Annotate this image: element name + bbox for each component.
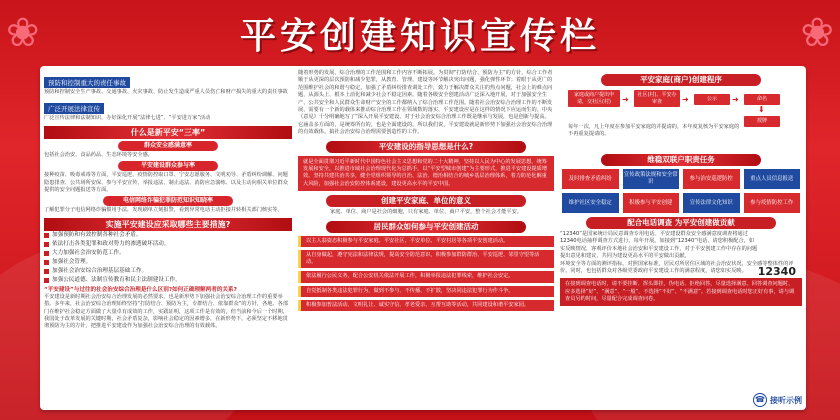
- survey-text-2: 环境安全等方面的测评指标，对照国家标准，居民对所居住区域的社会治安状况，安全感等整体性的评价。同时，也包括群众对各级党委政府平安建设工作的满意程度，请您如实反映。: [560, 260, 794, 275]
- section-three-rates: 什么是新平安“三率”: [44, 126, 292, 139]
- phone-example-label: 接听示例: [770, 395, 802, 405]
- participation-step: 依法履行公民义务，配合公安机关依法开展工作，积极举报违法犯罪线索，维护社会安定。: [298, 271, 554, 282]
- survey-tips-text: 在接到调查电话时，请不要挂断、挥头即挂，伪电话、拒绝回答，尽量选择满意。回答调查问题时，应多选择“好”、“满意”、“一般”，不选择“不好”、“不满意”。若接到调查电话时您正好有事，请与调查员另约时间，尽量配合完成调查问卷。: [565, 281, 795, 302]
- flow-step-review: 社区(村)、平安办审查: [634, 90, 680, 107]
- bullet-square-icon: [44, 260, 49, 265]
- bullet-square-icon: [44, 269, 49, 274]
- participation-step: 从自身做起，遵守宪法和法律法规，提高安全防范意识，积极参加群防群治、平安巡逻、邻里守望等活动。: [298, 250, 554, 268]
- tag-accident-prevention: 预防和控制重大的责任事故: [44, 77, 130, 88]
- duty-item: 宣传法律文化知识: [683, 193, 740, 213]
- list-item: 加强预防和有效控制各种社会矛盾。: [44, 231, 292, 240]
- list-item: 依法打击各类犯罪和政对势力的渗透破坏活动。: [44, 240, 292, 249]
- section-phone-survey: 配合电话调查 为平安创建做贡献: [586, 217, 776, 229]
- duty-item: 参与治安巡逻防控: [683, 169, 740, 189]
- column-right: [560, 70, 802, 306]
- phone-example: [753, 393, 802, 407]
- list-item: 加强社会治安综合治理基层基础工作。: [44, 267, 292, 276]
- law-promotion-text: 广泛宣传法律和法制知识，办好深化开展“法律七进”、“平安进万家”活动: [44, 115, 211, 122]
- flow-step-publicity: 公示: [694, 94, 730, 105]
- duty-item: 重点人员信息报送: [744, 169, 801, 189]
- tag-law-promotion: 广泛开展法律宣传: [44, 103, 104, 114]
- section-resident-participation: 居民群众如何参与平安创建活动: [326, 221, 526, 233]
- flower-decoration-left-icon: ❀: [6, 10, 40, 56]
- hotline-number: 12340: [757, 265, 796, 278]
- participation-rate-text: 接种疫苗、吸毒戒毒等方面，平安巡逻、疫情防控取口罩、宁安志愿服务、文明劝导、矛盾纠纷调解、问题隐患排查、公共场所安保、参与平安宣传、举报违法、制止违法、消防应急演练、以及主动向相关单位群众提供的安全问题报送等方面。: [44, 172, 288, 194]
- survey-tips: [560, 278, 802, 306]
- list-item: 加强公民道德、法制宣传教育和民主法制建设工作。: [44, 276, 292, 285]
- duty-item: 参与疫情防控工作: [744, 193, 801, 213]
- procedure-flowchart: [560, 88, 802, 150]
- survey-text: “12340”是国家统计局民意调查专用电话。平安建设群众安全感满意度调查将通过12340电话抽样调查方式进行，每年开展。如接到“12340”电话，请您积极配合，如实反映情况，客观评价本地社会治安和平安建设工作，对于平安创建工作中存在的问题提出意见和建议，共同为建设更高水平的平安做出贡献。: [560, 231, 758, 260]
- page-title: 平安创建知识宣传栏: [239, 16, 600, 57]
- procedure-note: 每年一次，凡上年度在参加平安家庭的并提请的，本年度复核为平安家庭的不再重复提请的。: [568, 124, 740, 138]
- pill-fraud-awareness-rate: 电信网络诈骗犯罪防范知识知晓率: [103, 196, 233, 206]
- section-guiding-thought: 平安建设的指导思想是什么?: [326, 141, 526, 153]
- flow-step-plaque: 授牌: [744, 116, 780, 127]
- bullet-square-icon: [44, 251, 49, 256]
- header: [0, 0, 840, 70]
- fraud-awareness-text: 了解犯罪分子电信网络诈骗惯用手法，发现刷单立刻报警，看到异常电话主动拒接并转相关部门核实等。: [44, 207, 283, 214]
- participation-step: 以主人翁姿态积极参与平安家庭、平安社区、平安单位、平安村居等各项平安创建活动。: [298, 236, 554, 247]
- measures-list: [44, 231, 292, 285]
- guiding-thought-text: 就是全面贯彻习近平新时代中国特色社会主义思想和党的二十大精神，坚持以人民为中心的发展思想，统筹发展和安全，以推进市域社会治理现代化为总抓手，以“平安型城市创建”为主要形式，推进平安建设提质增效。坚持共建共治共享，健全党组织领导的自治、法治、德治相结合的城乡基层治理体系，着力防范化解重大风险，加强社会治安防控体系建设，建设更高水平的平安中国。: [298, 156, 554, 192]
- participation-step: 积极参加普法活动、文明礼让、诚实守信、孝老爱亲、互帮互助等活动，共同建设和谐平安家园。: [298, 300, 554, 311]
- flower-decoration-right-icon: ❀: [800, 10, 834, 56]
- meaning-text: 家庭、单位、商户是社会的细胞，只有家庭、单位、商户平安，整个社会才能平安。: [330, 209, 522, 216]
- duty-item: 维护社区安全稳定: [562, 193, 619, 213]
- phone-icon: ☎: [753, 393, 767, 407]
- pill-satisfaction-rate: 群众安全感满意率: [118, 141, 218, 151]
- relation-answer-text: 平安建设是新时期社会治安综合治理发展的必然要求。也是新形势下加强社会治安综合治理工作的重要举措。多年来，社会治安综合治理始终坚持“打防结合、预防为主，专群结合、依靠群众”的方针，各地、各部门在维护社会稳定方面做了大量卓有成效的工作，实践证明，这项工作是有效的，但当前和今后一个时期，我国处于改革发展的关键时期，社会矛盾复杂，影响社会稳定的因素增多，在新形势下，必须坚定不移地贯彻预防为主的方针，把推进平安建设作为加强社会治安综合治理的有效载体。: [44, 293, 289, 330]
- duties-grid: [560, 169, 802, 213]
- participation-step: 自觉抵制各类违法犯罪行为，做到不参与、不传播、不扩散，坚决同违法犯罪行为作斗争。: [298, 286, 554, 297]
- content-panel: [40, 66, 806, 410]
- arrow-right-icon: ➜: [622, 95, 629, 104]
- pill-participation-rate: 平安建设群众参与率: [118, 161, 218, 171]
- section-measures: 实施平安建设应采取哪些主要措施?: [44, 218, 292, 231]
- section-meaning: 创建平安家庭、单位的意义: [326, 195, 526, 207]
- list-item: 加强社会管理。: [44, 258, 292, 267]
- section-creation-procedure: 平安家庭(商户)创建程序: [601, 74, 761, 86]
- list-item: 大力加强社会治安防范工作。: [44, 249, 292, 258]
- satisfaction-rate-text: 包括社会治安、食品药品、生态环境等安全感。: [44, 151, 153, 158]
- accident-prevention-text: 预防和控制安全生产事故、交通事故、火灾事故、防止发生造成严重人员伤亡和财产损失的重大的责任事故: [44, 89, 288, 95]
- relation-question: “平安建设”与过往的社会治安综合治理是什么区别?如何正确理解两者的关系?: [44, 286, 237, 293]
- flow-step-apply: 家庭或商户提出申请，交社区(村): [568, 90, 620, 107]
- intro-text: 随着形势的发展，综合治理的工作范围和工作内容不断拓展。为贯彻“打防结合、预防为主”的方针，综合工作者顺于从更深的层次预防和减少犯罪，从教育、管理、建设等环节解决突出问题，强化弹性环节；着眼于从更广的范围维护社会的和谐与稳定，加强了矛盾纠纷排查调处工作，致力于解决群众关注的热点问题，社会上的难点问题，从源头上、根本上消化和减少社会不稳定因素。随着各级安全创建活动广泛深入地开展，对于加强安全生产、公共安全和人民群众生命财产安全的工作都纳入了综合治理工作范围。随着社会治安综合治理工作的不断发展，需要有一个新的载体来推动综合治理工作在领域数的落实，平安建设应是在这样的情况下应运而生的。中央《意见》十分明确地写了“深入开展平安建设，对于社会治安综合治理工作既是继承与发展，也是创新与提高。它涵盖多方面的，是统筹所有的，也是全面建设的。所以我们说，平安建设就是新形势下加强社会治安综合治理的有效载体。搞社会治安综合治理需要创造性的工作。: [298, 70, 553, 136]
- column-middle: [298, 70, 554, 311]
- duty-item: 宣传政策法规和安全常识: [623, 169, 680, 189]
- arrow-right-icon: ➜: [732, 95, 739, 104]
- column-left: [44, 70, 292, 331]
- bullet-square-icon: [44, 278, 49, 283]
- survey-block: [560, 231, 802, 278]
- duty-item: 及时排查矛盾纠纷: [562, 169, 619, 189]
- flow-step-naming: 命名: [744, 94, 780, 105]
- arrow-right-icon: ➜: [682, 95, 689, 104]
- bullet-square-icon: [44, 233, 49, 238]
- arrow-down-icon: ⬇: [758, 105, 765, 114]
- duty-item: 积极参与平安创建: [623, 193, 680, 213]
- bullet-square-icon: [44, 242, 49, 247]
- section-dual-household-duties: 维稳双联户职责任务: [601, 154, 761, 166]
